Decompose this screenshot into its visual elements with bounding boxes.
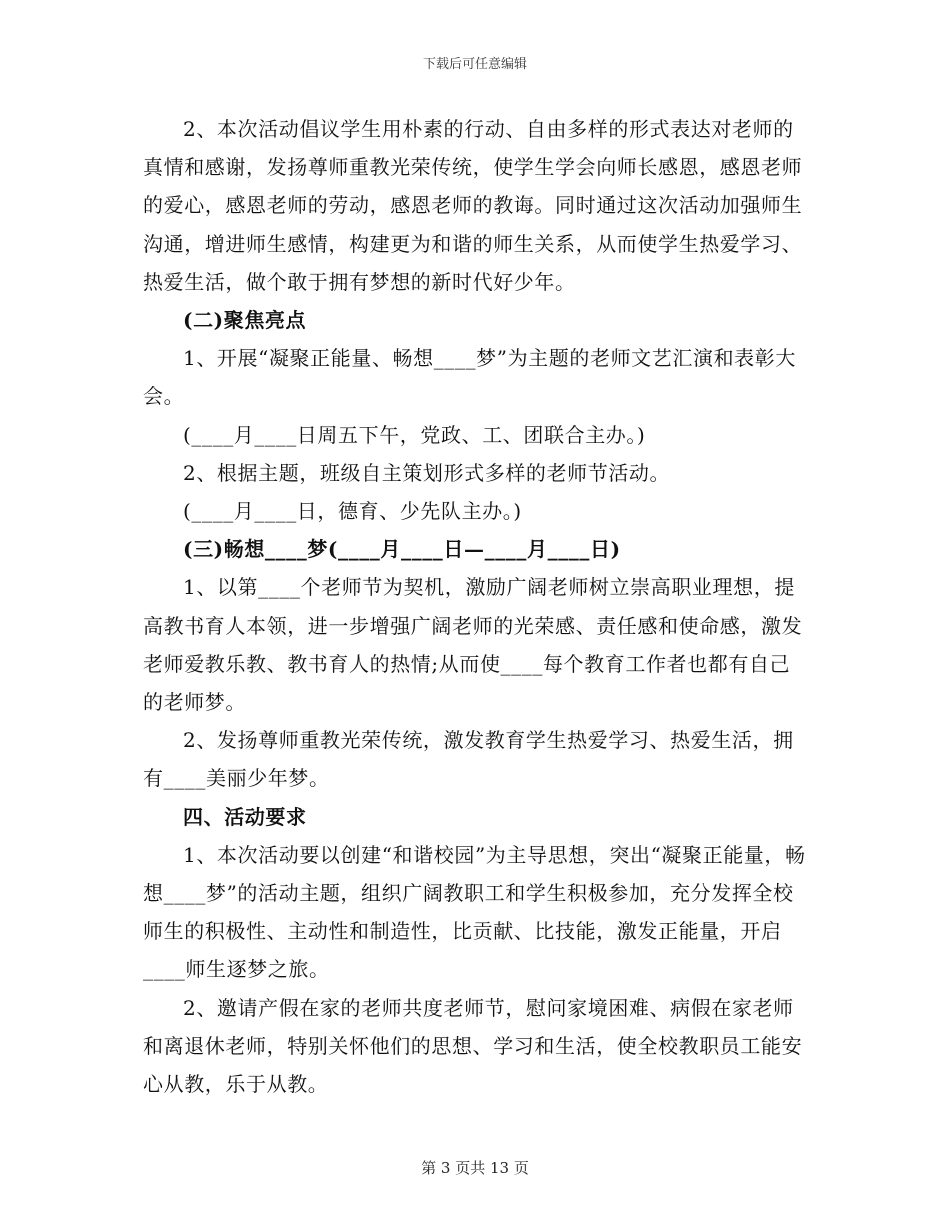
section-heading: (二)聚焦亮点 [183,308,307,333]
page-footer: 第 3 页共 13 页 [421,1159,529,1177]
paragraph: 2、本次活动倡议学生用朴素的行动、自由多样的形式表达对老师的真情和感谢，发扬尊师重教光荣传统，使学生学会向师长感恩，感恩老师的爱心，感恩老师的劳动，感恩老师的教诲。同时通过这次活动加强师生沟通，增进师生感情，构建更为和谐的师生关系，从而使学生热爱学习、热爱生活，做个敢于拥有梦想的新时代好少年。 [143,117,803,294]
paragraph: 1、开展“凝聚正能量、畅想____梦”为主题的老师文艺汇演和表彰大会。 [143,346,796,409]
paragraph: 1、本次活动要以创建“和谐校园”为主导思想，突出“凝聚正能量，畅想____梦”的活动主题，组织广阔教职工和学生积极参加，充分发挥全校师生的积极性、主动性和制造性，比贡献、比技能，激发正能量，开启____师生逐梦之旅。 [143,842,806,982]
paragraph: (____月____日，德育、少先队主办。) [183,499,522,524]
document-body [143,110,807,1103]
section-heading: 四、活动要求 [183,804,307,829]
paragraph: 1、以第____个老师节为契机，激励广阔老师树立崇高职业理想，提高教书育人本领，进一步增强广阔老师的光荣感、责任感和使命感，激发老师爱教乐教、教书育人的热情;从而使____每个教育工作者也都有自己的老师梦。 [143,575,803,715]
page-header: 下载后可任意编辑 [422,57,527,72]
paragraph: 2、发扬尊师重教光荣传统，激发教育学生热爱学习、热爱生活，拥有____美丽少年梦。 [143,728,794,791]
paragraph: (____月____日周五下午，党政、工、团联合主办。) [183,422,646,447]
paragraph: 2、根据主题，班级自主策划形式多样的老师节活动。 [183,460,671,485]
paragraph: 2、邀请产假在家的老师共度老师节，慰问家境困难、病假在家老师和离退休老师，特别关怀他们的思想、学习和生活，使全校教职员工能安心从教，乐于从教。 [143,995,803,1097]
section-heading: (三)畅想____梦(____月____日—____月____日) [183,537,621,562]
